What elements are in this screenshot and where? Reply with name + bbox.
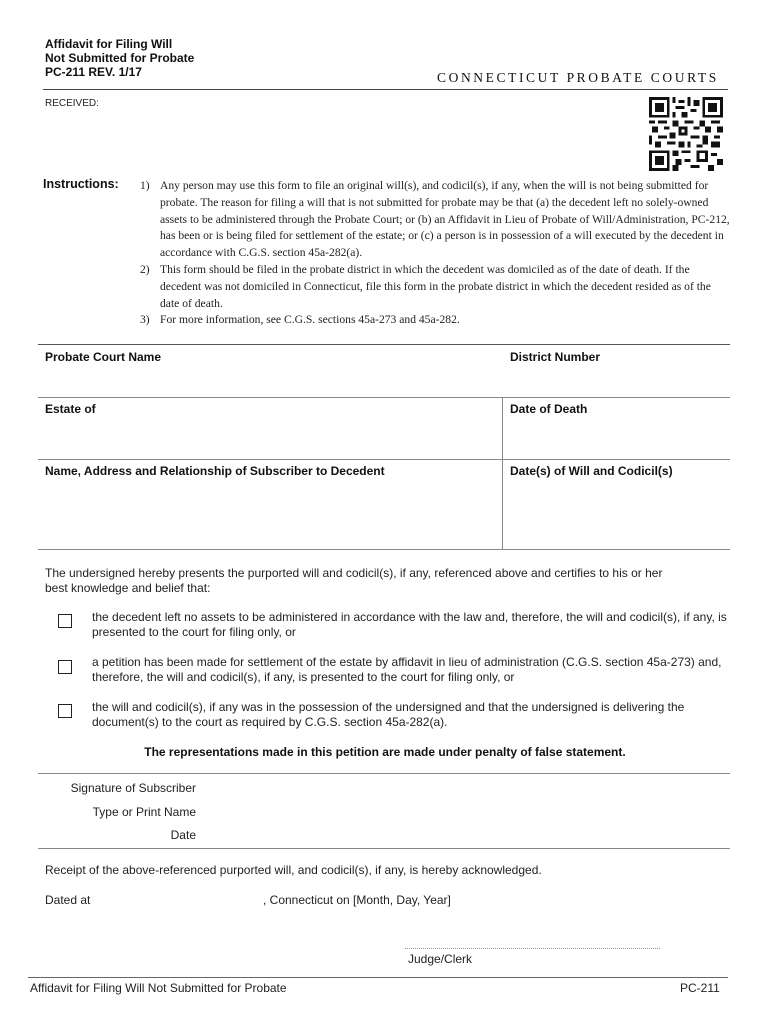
instruction-number: 3) (140, 313, 150, 327)
instruction-item (140, 262, 730, 312)
field-grid-bottom-border (38, 549, 730, 550)
print-name-field[interactable] (205, 801, 725, 821)
receipt-date-field[interactable] (465, 890, 725, 910)
field-grid-top-border (38, 344, 730, 345)
penalty-statement: The representations made in this petition are made under penalty of false statement. (144, 745, 626, 759)
signature-label: Signature of Subscriber (70, 781, 196, 795)
subscriber-field[interactable] (45, 480, 495, 545)
footer-form-title: Affidavit for Filing Will Not Submitted for Probate (30, 981, 287, 995)
probate-court-name-field[interactable] (45, 366, 500, 394)
signature-field[interactable] (205, 777, 725, 797)
footer-form-number: PC-211 (680, 981, 720, 995)
option-text-no-assets: the decedent left no assets to be administered in accordance with the law and, therefore, the will and codicil(s), if any, is presented to the court for filing only, or (92, 610, 727, 639)
receipt-acknowledgement: Receipt of the above-referenced purported will, and codicil(s), if any, is hereby acknowledged. (45, 863, 542, 877)
instruction-text: For more information, see C.G.S. sections 45a-273 and 45a-282. (160, 313, 460, 327)
will-dates-field[interactable] (510, 480, 725, 545)
court-system-name: CONNECTICUT PROBATE COURTS (437, 70, 719, 85)
received-label: RECEIVED: (45, 98, 99, 109)
connecticut-on-label: , Connecticut on [Month, Day, Year] (263, 893, 451, 907)
judge-signature-line[interactable] (405, 948, 660, 949)
date-of-death-label: Date of Death (510, 402, 588, 416)
instruction-number: 1) (140, 179, 150, 192)
instruction-item (140, 178, 730, 262)
option-checkbox-petition[interactable] (58, 660, 72, 674)
estate-of-label: Estate of (45, 402, 96, 416)
form-title-line2: Not Submitted for Probate (45, 51, 195, 65)
instruction-item (140, 312, 730, 329)
field-column-divider (502, 397, 503, 549)
judge-clerk-label: Judge/Clerk (408, 952, 473, 966)
instructions-label: Instructions: (43, 177, 119, 191)
print-name-label: Type or Print Name (92, 805, 196, 819)
instructions-list (140, 178, 730, 329)
district-number-field[interactable] (510, 366, 725, 394)
signature-top-border (38, 773, 730, 774)
header-divider (43, 89, 728, 90)
signature-bottom-border (38, 848, 730, 849)
instruction-text: Any person may use this form to file an original will(s), and codicil(s), if any, when the will is not being submitted for probate. The reason for filing a will that is not submitted for probate may be that (a) the decedent left no solely-owned assets to be administered through the Probate Court; or (b) an Affidavit in Lieu of Probate of Will/Administration, PC-212, has been or is being filed for settlement of the estate; or (c) a person is in possession of a will executed by the decedent in accordance with C.G.S. section 45a-282(a). (160, 179, 730, 260)
form-title-line1: Affidavit for Filing Will (45, 37, 173, 51)
dated-at-town-field[interactable] (100, 890, 260, 910)
option-text-possession: the will and codicil(s), if any was in the possession of the undersigned and that the undersigned is delivering the document(s) to the court as required by C.G.S. section 45a-282(a). (92, 700, 685, 729)
subscriber-label: Name, Address and Relationship of Subscriber to Decedent (45, 464, 385, 478)
option-checkbox-no-assets[interactable] (58, 614, 72, 628)
footer-divider (28, 977, 728, 978)
signature-date-label: Date (170, 828, 196, 842)
qr-code-icon (649, 97, 723, 171)
form-revision: PC-211 REV. 1/17 (45, 65, 142, 79)
estate-of-field[interactable] (45, 418, 495, 456)
field-row-divider (38, 459, 730, 460)
form-title (45, 37, 194, 79)
date-of-death-field[interactable] (510, 418, 725, 456)
instruction-text: This form should be filed in the probate district in which the decedent was domiciled as of the date of death. If the decedent was not domiciled in Connecticut, file this form in the probate district in which the decedent resided as of the date of death. (160, 262, 711, 310)
instruction-number: 2) (140, 262, 150, 276)
district-number-label: District Number (510, 350, 601, 364)
option-checkbox-possession[interactable] (58, 704, 72, 718)
certification-statement: The undersigned hereby presents the purported will and codicil(s), if any, referenced above and certifies to his or her best knowledge and belief that: (45, 566, 663, 595)
option-text-petition: a petition has been made for settlement of the estate by affidavit in lieu of administration (C.G.S. section 45a-273) and, therefore, the will and codicil(s), if any, is presented to the court for filing only, or (92, 655, 722, 684)
dated-at-label: Dated at (45, 893, 91, 907)
probate-court-name-label: Probate Court Name (45, 350, 162, 364)
will-dates-label: Date(s) of Will and Codicil(s) (510, 464, 673, 478)
field-row-divider (38, 397, 730, 398)
signature-date-field[interactable] (205, 824, 725, 844)
